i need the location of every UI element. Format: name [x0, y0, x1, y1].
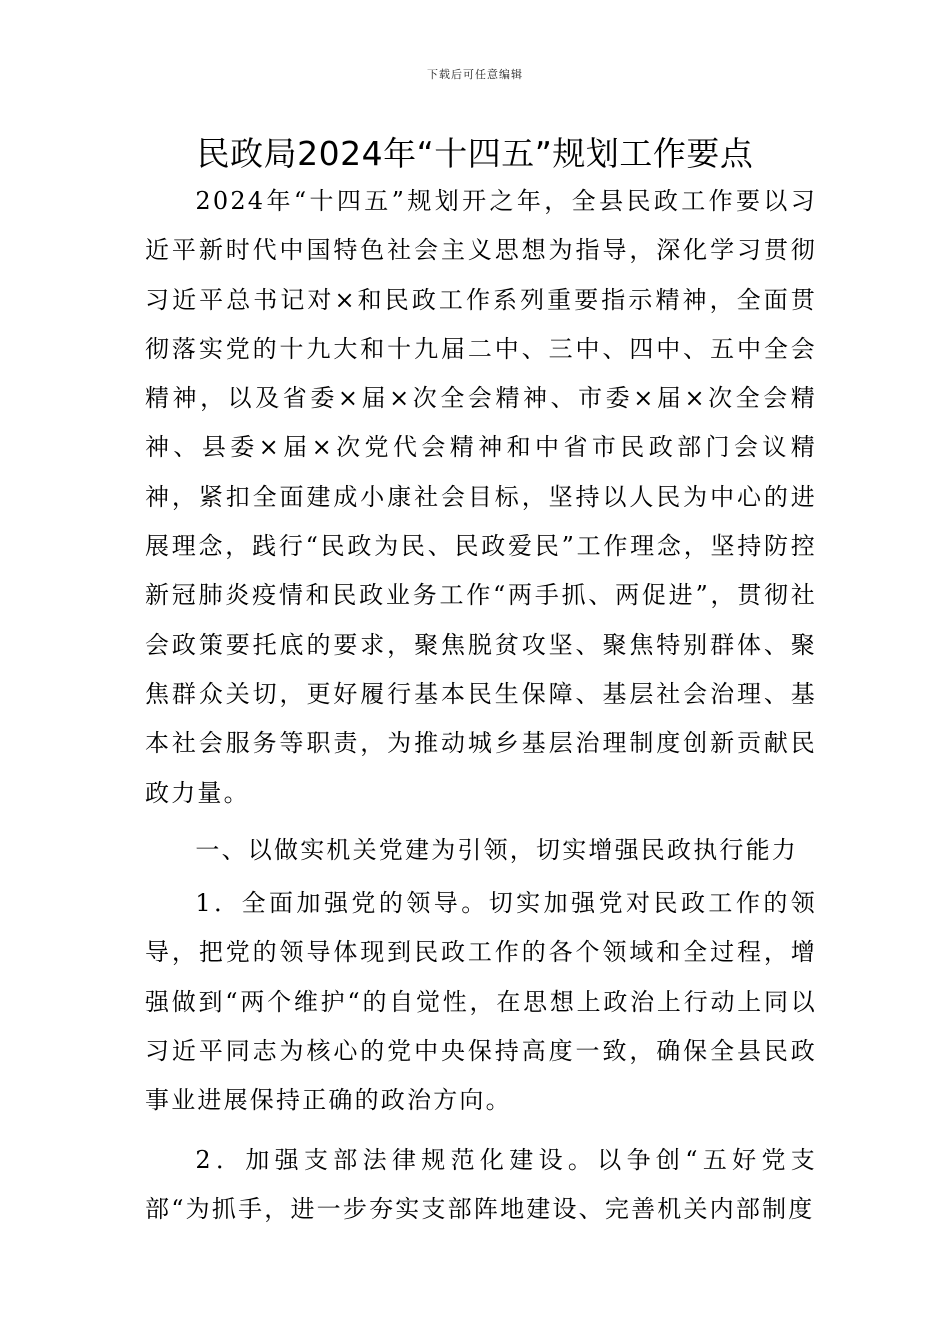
intro-paragraph: 2024年“十四五”规划开之年，全县民政工作要以习近平新时代中国特色社会主义思想为指导，深化学习贯彻习近平总书记对×和民政工作系列重要指示精神，全面贯彻落实党的十九大和十九届二中、三中、四中、五中全会精神，以及省委×届×次全会精神、市委×届×次全会精神、县委×届×次党代会精神和中省市民政部门会议精神，紧扣全面建成小康社会目标，坚持以人民为中心的进展理念，践行“民政为民、民政爱民”工作理念，坚持防控新冠肺炎疫情和民政业务工作“两手抓、两促进”，贯彻社会政策要托底的要求，聚焦脱贫攻坚、聚焦特别群体、聚焦群众关切，更好履行基本民生保障、基层社会治理、基本社会服务等职责，为推动城乡基层治理制度创新贡献民政力量。 [145, 187, 817, 807]
section-heading-1: 一、以做实机关党建为引领，切实增强民政执行能力 [195, 835, 798, 864]
document-body [145, 177, 817, 1234]
download-note: 下载后可任意编辑 [427, 68, 523, 81]
item-paragraph-1: 1．全面加强党的领导。切实加强党对民政工作的领导，把党的领导体现到民政工作的各个领域和全过程，增强做到“两个维护“的自觉性，在思想上政治上行动上同以习近平同志为核心的党中央保持高度一致，确保全县民政事业进展保持正确的政治方向。 [145, 889, 817, 1115]
document-title: 民政局2024年“十四五”规划工作要点 [196, 134, 754, 173]
item-paragraph-2: 2．加强支部法律规范化建设。以争创“五好党支部“为抓手，进一步夯实支部阵地建设、完善机关内部制度 [145, 1145, 817, 1223]
